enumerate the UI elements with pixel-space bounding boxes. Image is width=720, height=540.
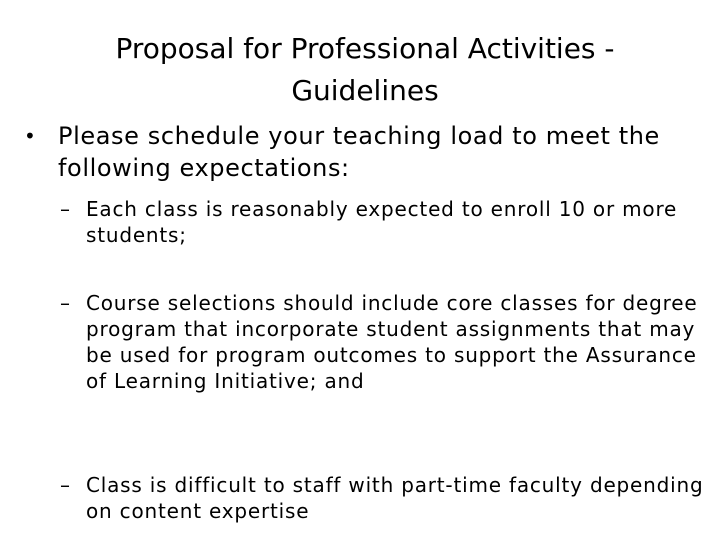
bullet-marker: • xyxy=(24,124,37,148)
slide-title xyxy=(60,28,670,112)
main-bullet xyxy=(24,120,704,184)
sub-bullet-staffing xyxy=(60,472,710,524)
sub-bullet-enrollment xyxy=(60,196,710,248)
dash-marker: – xyxy=(60,473,71,497)
dash-marker: – xyxy=(60,291,71,315)
slide-title-line-2: Guidelines xyxy=(291,74,439,107)
slide-title-line-1: Proposal for Professional Activities - xyxy=(115,32,615,65)
sub-bullet-text: Each class is reasonably expected to enroll 10 or more students; xyxy=(86,197,678,247)
sub-bullet-text: Course selections should include core classes for degree program that incorporate student assignments that may be used for program outcomes to support the Assurance of Learning Initiative; and xyxy=(86,291,698,393)
main-bullet-text: Please schedule your teaching load to meet the following expectations: xyxy=(58,122,660,182)
dash-marker: – xyxy=(60,197,71,221)
sub-bullet-text: Class is difficult to staff with part-time faculty depending on content expertise xyxy=(86,473,704,523)
sub-bullet-course-selections xyxy=(60,290,710,394)
